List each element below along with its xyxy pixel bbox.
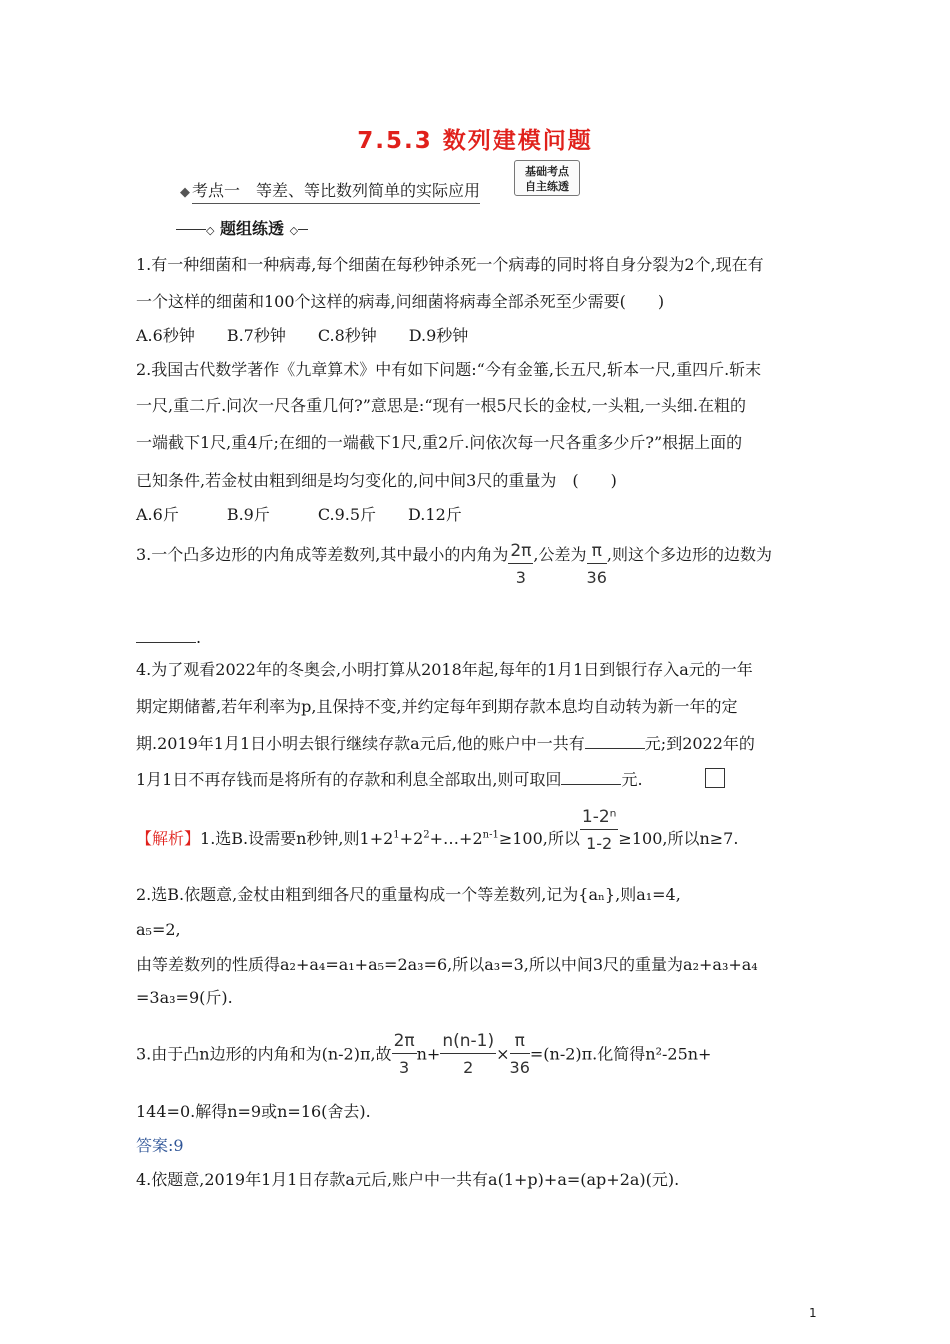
sup-2: 2 bbox=[423, 829, 430, 841]
checkbox-icon[interactable] bbox=[705, 768, 725, 788]
s3-mid1: n+ bbox=[416, 1044, 441, 1064]
divider-right bbox=[298, 229, 308, 230]
q4-blank-1[interactable] bbox=[585, 734, 645, 749]
solution-1-mid: ≥100,所以 bbox=[498, 829, 580, 848]
diamond-icon: ◆ bbox=[180, 185, 190, 200]
s3-post: =(n-2)π.化简得n²-25n+ bbox=[529, 1044, 712, 1064]
q2-options: A.6斤 B.9斤 C.9.5斤 D.12斤 bbox=[136, 505, 462, 524]
s3-f2-num: n(n-1) bbox=[442, 1031, 495, 1051]
solution-1: 【解析】1.选B.设需要n秒钟,则$1+2^1+2^2+\dots+2^{n-1}\ge 100$,所以 $\frac{\text{1-2ⁿ}}{1-2}$ ≥100,所以n≥7. bbox=[136, 807, 739, 853]
q3-frac1-num: 2π bbox=[510, 541, 532, 561]
s3-pre: 3.由于凸n边形的内角和为(n-2)π,故 bbox=[136, 1044, 392, 1064]
solution-1-pre: 1.选B.设需要n秒钟,则1+2 bbox=[200, 829, 394, 848]
q3-answer-line bbox=[136, 628, 201, 648]
s3-f2-den: 2 bbox=[440, 1053, 496, 1078]
section-label: 题组练透 bbox=[220, 219, 285, 238]
q3-frac2-num: π bbox=[591, 541, 602, 561]
s1-frac-den: 1-2 bbox=[580, 829, 619, 854]
page-number: 1 bbox=[809, 1306, 817, 1320]
q4-line4b: 元. bbox=[621, 770, 643, 789]
solution-3-line1 bbox=[136, 1031, 711, 1078]
q1-options: A.6秒钟 B.7秒钟 C.8秒钟 D.9秒钟 bbox=[136, 326, 469, 345]
solution-4-line1: 4.依题意,2019年1月1日存款a元后,账户中一共有a(1+p)+a=(ap+2a)(元). bbox=[136, 1170, 680, 1189]
q3-post: ,则这个多边形的边数为 bbox=[606, 545, 772, 564]
q4-line4 bbox=[136, 770, 643, 790]
solution-2-line1: 2.选B.依题意,金杖由粗到细各尺的重量构成一个等差数列,记为{aₙ},则a₁=4, bbox=[136, 885, 681, 904]
kaodian-label: 考点一 等差、等比数列简单的实际应用 bbox=[192, 178, 480, 204]
q1-line2: 一个这样的细菌和100个这样的病毒,问细菌将病毒全部杀死至少需要( ) bbox=[136, 292, 665, 311]
q2-line1: 2.我国古代数学著作《九章算术》中有如下问题:“今有金箠,长五尺,斩本一尺,重四斤.斩末 bbox=[136, 360, 762, 379]
s3-fraction-1 bbox=[392, 1031, 417, 1078]
q3-fraction-2 bbox=[587, 541, 607, 588]
solution-2-line2: a₅=2, bbox=[136, 920, 181, 939]
q4-line4a: 1月1日不再存钱而是将所有的存款和利息全部取出,则可取回 bbox=[136, 770, 562, 789]
solution-1-fraction bbox=[580, 807, 619, 854]
solution-3-answer: 答案:9 bbox=[136, 1136, 184, 1155]
q2-line3: 一端截下1尺,重4斤;在细的一端截下1尺,重2斤.问依次每一尺各重多少斤?”根据上面的 bbox=[136, 433, 743, 452]
q3-fraction-1 bbox=[508, 541, 533, 588]
s1-frac-num: 1-2ⁿ bbox=[581, 807, 617, 827]
kaodian-heading bbox=[180, 178, 480, 204]
solution-2-line3: 由等差数列的性质得a₂+a₄=a₁+a₅=2a₃=6,所以a₃=3,所以中间3尺的重量为a₂+a₃+a₄ bbox=[136, 955, 758, 974]
solution-tag: 【解析】 bbox=[136, 829, 201, 848]
s3-fraction-3 bbox=[510, 1031, 530, 1078]
sup-1: 1 bbox=[393, 829, 400, 841]
s3-fraction-2 bbox=[440, 1031, 496, 1078]
q4-line3 bbox=[136, 734, 755, 754]
q3-blank[interactable] bbox=[136, 628, 196, 643]
q4-line1: 4.为了观看2022年的冬奥会,小明打算从2018年起,每年的1月1日到银行存入a元的一年 bbox=[136, 660, 753, 679]
s3-f1-num: 2π bbox=[393, 1031, 415, 1051]
q3-pre: 3.一个凸多边形的内角成等差数列,其中最小的内角为 bbox=[136, 545, 509, 564]
section-heading bbox=[176, 216, 308, 239]
solution-1-post: ≥100,所以n≥7. bbox=[618, 829, 739, 848]
q1-line1: 1.有一种细菌和一种病毒,每个细菌在每秒钟杀死一个病毒的同时将自身分裂为2个,现在有 bbox=[136, 255, 764, 274]
q4-blank-2[interactable] bbox=[561, 770, 621, 785]
q4-line3a: 期.2019年1月1日小明去银行继续存款a元后,他的账户中一共有 bbox=[136, 734, 585, 753]
q2-line2: 一尺,重二斤.问次一尺各重几何?”意思是:“现有一根5尺长的金杖,一头粗,一头细.在粗的 bbox=[136, 396, 746, 415]
kaodian-badge bbox=[514, 160, 580, 196]
diamond-small-icon: ◇ bbox=[206, 224, 215, 237]
q3-frac1-den: 3 bbox=[508, 563, 533, 588]
s3-f3-num: π bbox=[514, 1031, 525, 1051]
q4-line2: 期定期储蓄,若年利率为p,且保持不变,并约定每年到期存款本息均自动转为新一年的定 bbox=[136, 697, 738, 716]
divider-left bbox=[176, 229, 206, 230]
q3-line bbox=[136, 541, 772, 588]
s3-f3-den: 36 bbox=[510, 1053, 530, 1078]
solution-3-line2: 144=0.解得n=9或n=16(舍去). bbox=[136, 1102, 371, 1121]
s3-f1-den: 3 bbox=[392, 1053, 417, 1078]
q2-line4: 已知条件,若金杖由粗到细是均匀变化的,问中间3尺的重量为 ( ) bbox=[136, 471, 617, 490]
s3-times: × bbox=[496, 1044, 510, 1064]
sup-n-1: n-1 bbox=[482, 829, 499, 841]
page-title: 7.5.3 数列建模问题 bbox=[357, 128, 593, 154]
q3-end: . bbox=[196, 628, 202, 647]
solution-2-line4: =3a₃=9(斤). bbox=[136, 988, 233, 1007]
q4-line3b: 元;到2022年的 bbox=[644, 734, 755, 753]
badge-line-2: 自主练透 bbox=[525, 180, 569, 193]
q3-mid: ,公差为 bbox=[533, 545, 587, 564]
badge-line-1: 基础考点 bbox=[525, 165, 569, 178]
diamond-small-icon: ◇ bbox=[289, 224, 299, 237]
q3-frac2-den: 36 bbox=[587, 563, 607, 588]
